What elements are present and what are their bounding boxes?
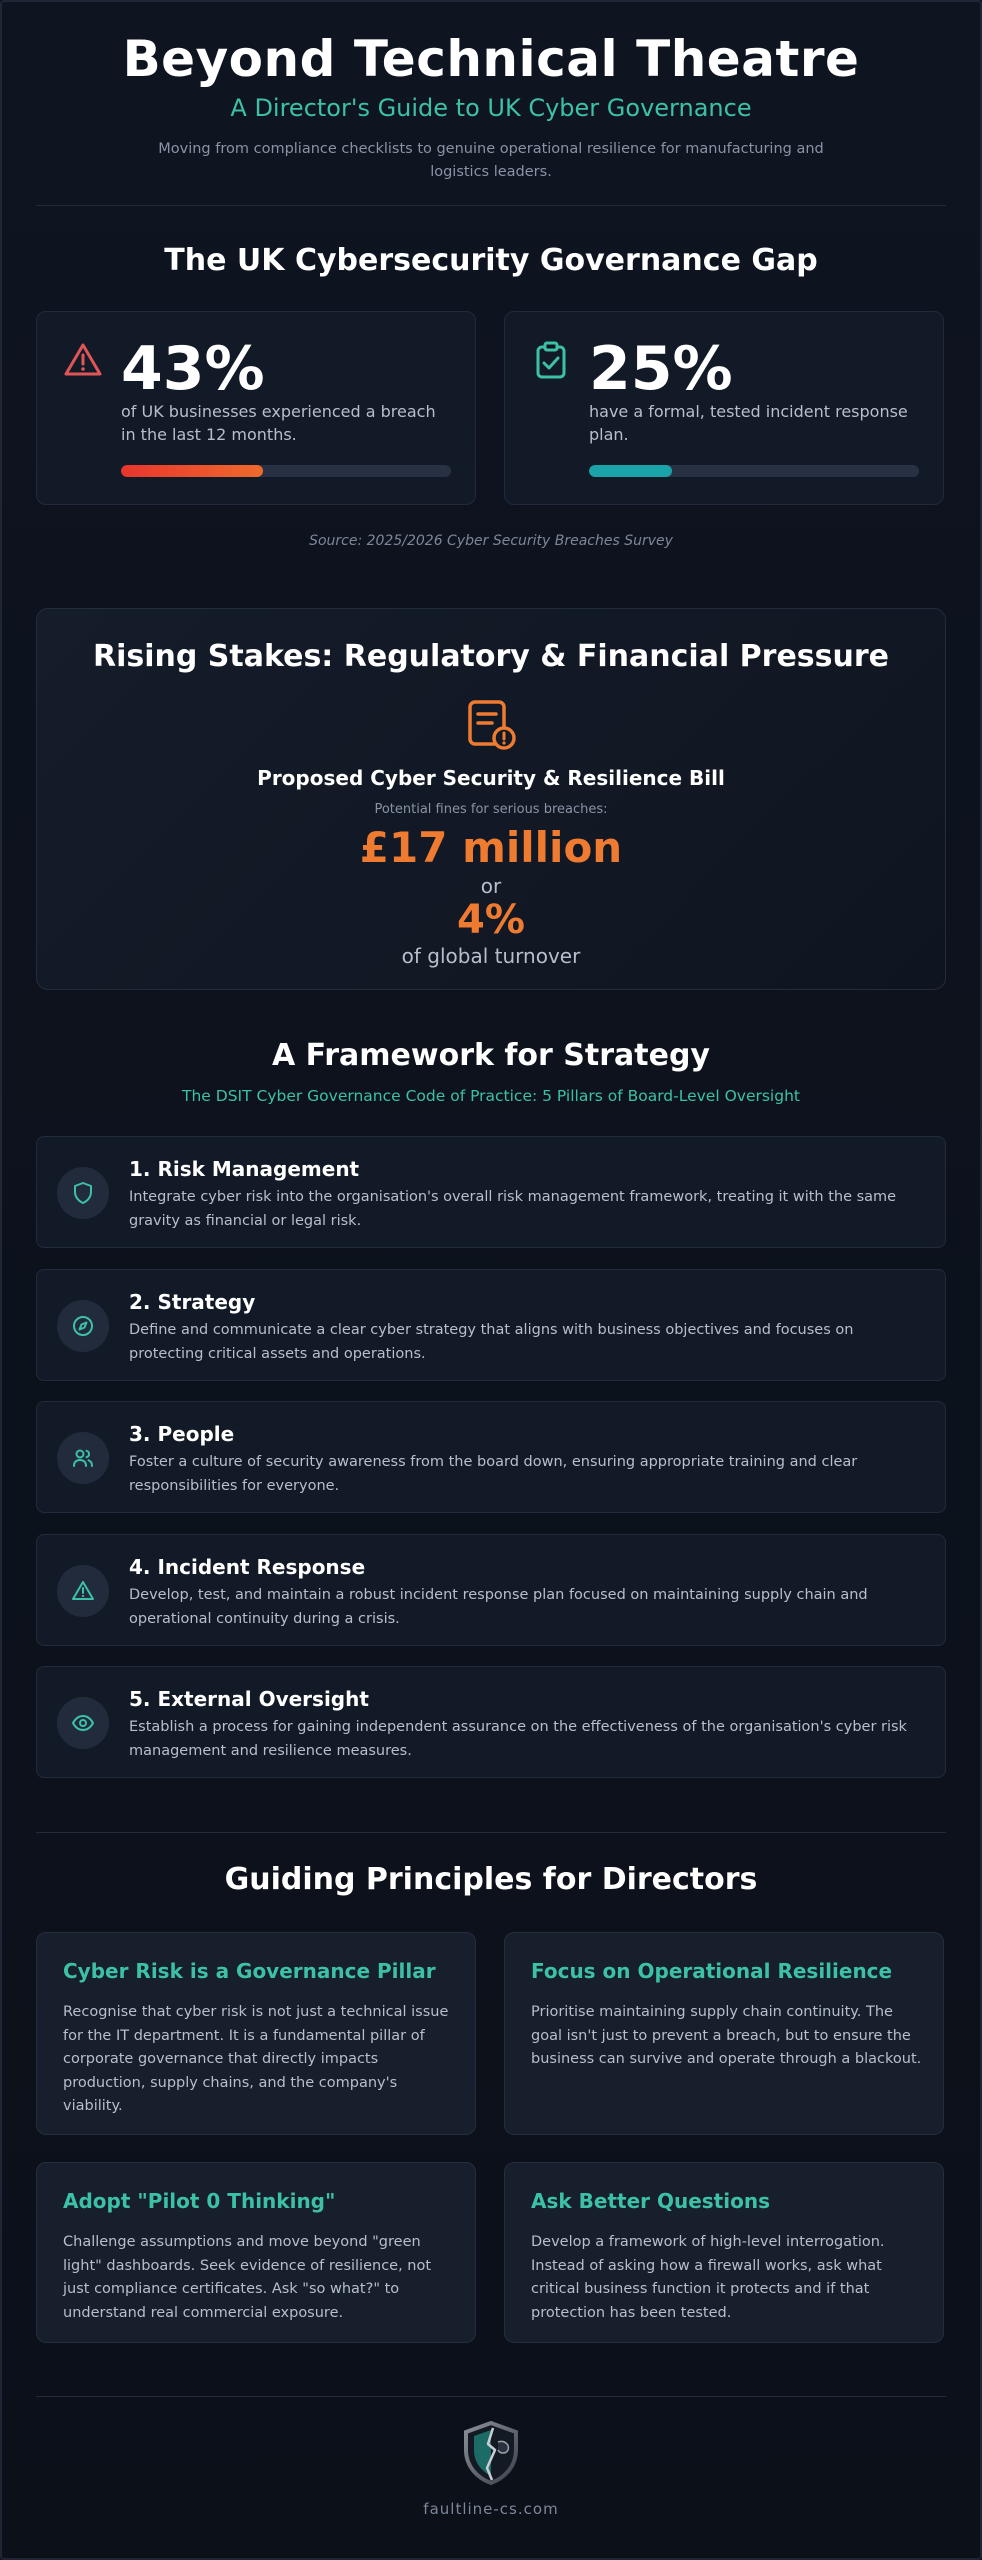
shield-icon (71, 1181, 95, 1205)
footer-url[interactable]: faultline-cs.com (423, 2500, 559, 2518)
page-intro: Moving from compliance checklists to genuine operational resilience for manufacturing and logistics leaders. (158, 141, 824, 180)
alert-triangle-icon (71, 1579, 95, 1603)
principle-text: Develop a framework of high-level interrogation. Instead of asking how a firewall works, ask what critical business function it protects and if that protection has been tested. (531, 2234, 885, 2321)
pillar-title: 5. External Oversight (129, 1687, 369, 1711)
principle-title: Adopt "Pilot 0 Thinking" (63, 2189, 336, 2213)
users-icon (71, 1446, 95, 1470)
principle-title: Cyber Risk is a Governance Pillar (63, 1959, 436, 1983)
stat-description: have a formal, tested incident response plan. (589, 402, 908, 444)
principles-title: Guiding Principles for Directors (224, 1862, 758, 1897)
pillar-text: Develop, test, and maintain a robust incident response plan focused on maintaining supply chain and operational continuity during a crisis. (129, 1587, 868, 1627)
page-subtitle: A Director's Guide to UK Cyber Governance (230, 94, 752, 122)
principle-text: Recognise that cyber risk is not just a technical issue for the IT department. It is a fundamental pillar of corporate governance that directly impacts production, supply chains, and the company's viability. (63, 2004, 449, 2114)
pillar-title: 1. Risk Management (129, 1157, 360, 1181)
pillar-card (36, 1269, 946, 1381)
pillar-card (36, 1534, 946, 1646)
framework-header (36, 1038, 946, 1105)
framework-title: A Framework for Strategy (271, 1038, 710, 1073)
stakes-title: Rising Stakes: Regulatory & Financial Pressure (92, 639, 890, 674)
pillar-text: Define and communicate a clear cyber strategy that aligns with business objectives and focuses on protecting critical assets and operations. (129, 1322, 854, 1362)
progress-bar (121, 465, 451, 477)
fine-amount: £17 million (359, 823, 623, 872)
divider (36, 1832, 946, 1833)
principle-text: Prioritise maintaining supply chain continuity. The goal isn't just to prevent a breach, but to ensure the business can survive and operate through a blackout. (531, 2004, 922, 2067)
principle-card (36, 2162, 476, 2343)
framework-subtitle: The DSIT Cyber Governance Code of Practice: 5 Pillars of Board-Level Oversight (182, 1087, 800, 1105)
pillar-title: 4. Incident Response (129, 1555, 366, 1579)
document-alert-icon (464, 698, 518, 752)
fines-label: Potential fines for serious breaches: (374, 802, 608, 817)
shield-logo-icon (460, 2420, 522, 2486)
pillar-text: Establish a process for gaining independent assurance on the effectiveness of the organisation's cyber risk management and resilience measures. (129, 1719, 907, 1759)
page-title: Beyond Technical Theatre (122, 30, 860, 88)
pillar-card (36, 1401, 946, 1513)
principle-text: Challenge assumptions and move beyond "green light" dashboards. Seek evidence of resilience, not just compliance certificates. Ask "so what?" to understand real commercial exposure. (63, 2234, 432, 2321)
pillar-title: 3. People (129, 1422, 235, 1446)
progress-bar (589, 465, 919, 477)
pillar-title: 2. Strategy (129, 1290, 256, 1314)
pillar-text: Foster a culture of security awareness from the board down, ensuring appropriate training and clear responsibilities for everyone. (129, 1454, 858, 1494)
clipboard-check-icon (531, 340, 571, 380)
header (36, 30, 946, 184)
principle-card (504, 1932, 944, 2135)
pillar-card (36, 1666, 946, 1778)
stakes-panel (36, 608, 946, 990)
stat-description: of UK businesses experienced a breach in the last 12 months. (121, 402, 436, 444)
principle-title: Focus on Operational Resilience (531, 1959, 893, 1983)
pillar-text: Integrate cyber risk into the organisation's overall risk management framework, treating it with the same gravity as financial or legal risk. (129, 1189, 897, 1229)
eye-icon (71, 1711, 95, 1735)
divider (36, 2396, 946, 2397)
progress-fill (589, 465, 672, 477)
pillar-card (36, 1136, 946, 1248)
principle-title: Ask Better Questions (531, 2189, 770, 2213)
stat-card-breach (36, 311, 476, 505)
source-note: Source: 2025/2026 Cyber Security Breaches Survey (309, 533, 673, 549)
divider (36, 205, 946, 206)
compass-icon (71, 1314, 95, 1338)
turnover-text: of global turnover (401, 944, 581, 968)
stat-value: 25% (589, 334, 733, 404)
principle-card (504, 2162, 944, 2343)
stat-card-response-plan (504, 311, 944, 505)
bill-name: Proposed Cyber Security & Resilience Bill (257, 766, 725, 790)
stat-value: 43% (121, 334, 265, 404)
gap-title: The UK Cybersecurity Governance Gap (164, 243, 818, 278)
warning-triangle-icon (63, 340, 103, 380)
or-text: or (480, 874, 502, 898)
progress-fill (121, 465, 263, 477)
principle-card (36, 1932, 476, 2135)
fine-percent: 4% (457, 897, 525, 943)
